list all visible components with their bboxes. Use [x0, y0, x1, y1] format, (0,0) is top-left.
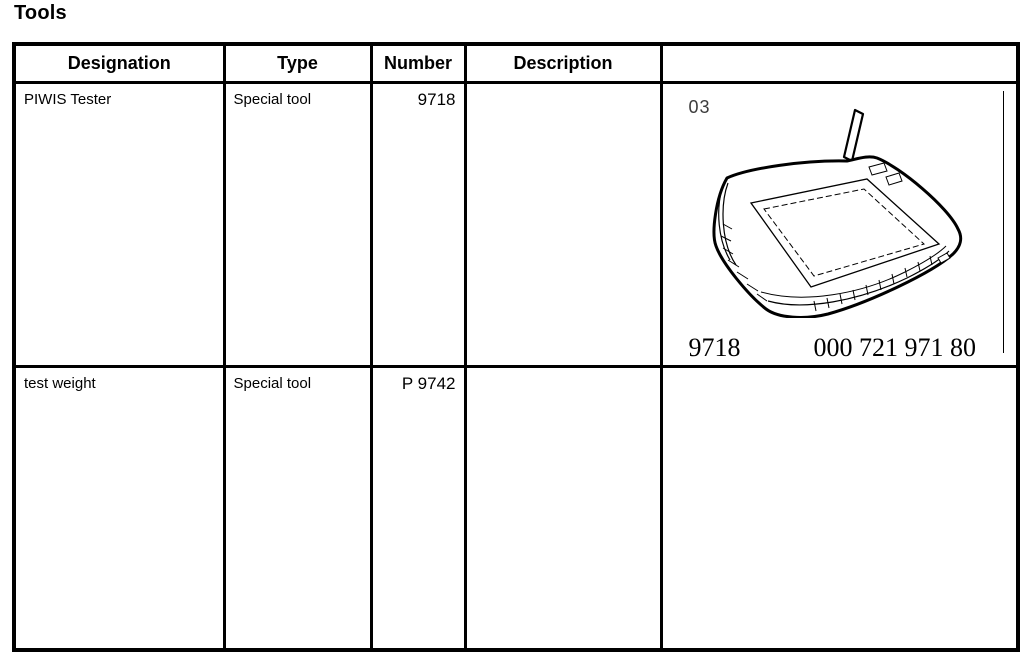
cell-designation: test weight — [14, 366, 224, 650]
cell-description — [465, 82, 661, 366]
col-header-illustration — [661, 44, 1018, 82]
cell-type: Special tool — [224, 366, 371, 650]
table-row — [14, 82, 1018, 366]
cell-description — [465, 366, 661, 650]
table-header-row — [14, 44, 1018, 82]
tools-table — [12, 42, 1020, 652]
col-header-type: Type — [224, 44, 371, 82]
cell-illustration — [661, 82, 1018, 366]
col-header-number: Number — [371, 44, 465, 82]
cell-illustration — [661, 366, 1018, 650]
figure-tool-number: 9718 — [688, 332, 741, 362]
table-row — [14, 366, 1018, 650]
figure-part-number: 000 721 971 80 — [813, 332, 976, 362]
cell-type: Special tool — [224, 82, 371, 366]
page-title: Tools — [14, 2, 67, 24]
cell-number: 9718 — [371, 82, 465, 366]
cell-designation: PIWIS Tester — [14, 82, 224, 366]
cell-number: P 9742 — [371, 366, 465, 650]
piwis-tester-illustration-icon — [709, 106, 971, 318]
col-header-description: Description — [465, 44, 661, 82]
col-header-designation: Designation — [14, 44, 224, 82]
figure-corner-label: 03 — [688, 96, 711, 117]
figure-scale-line — [1003, 91, 1004, 353]
